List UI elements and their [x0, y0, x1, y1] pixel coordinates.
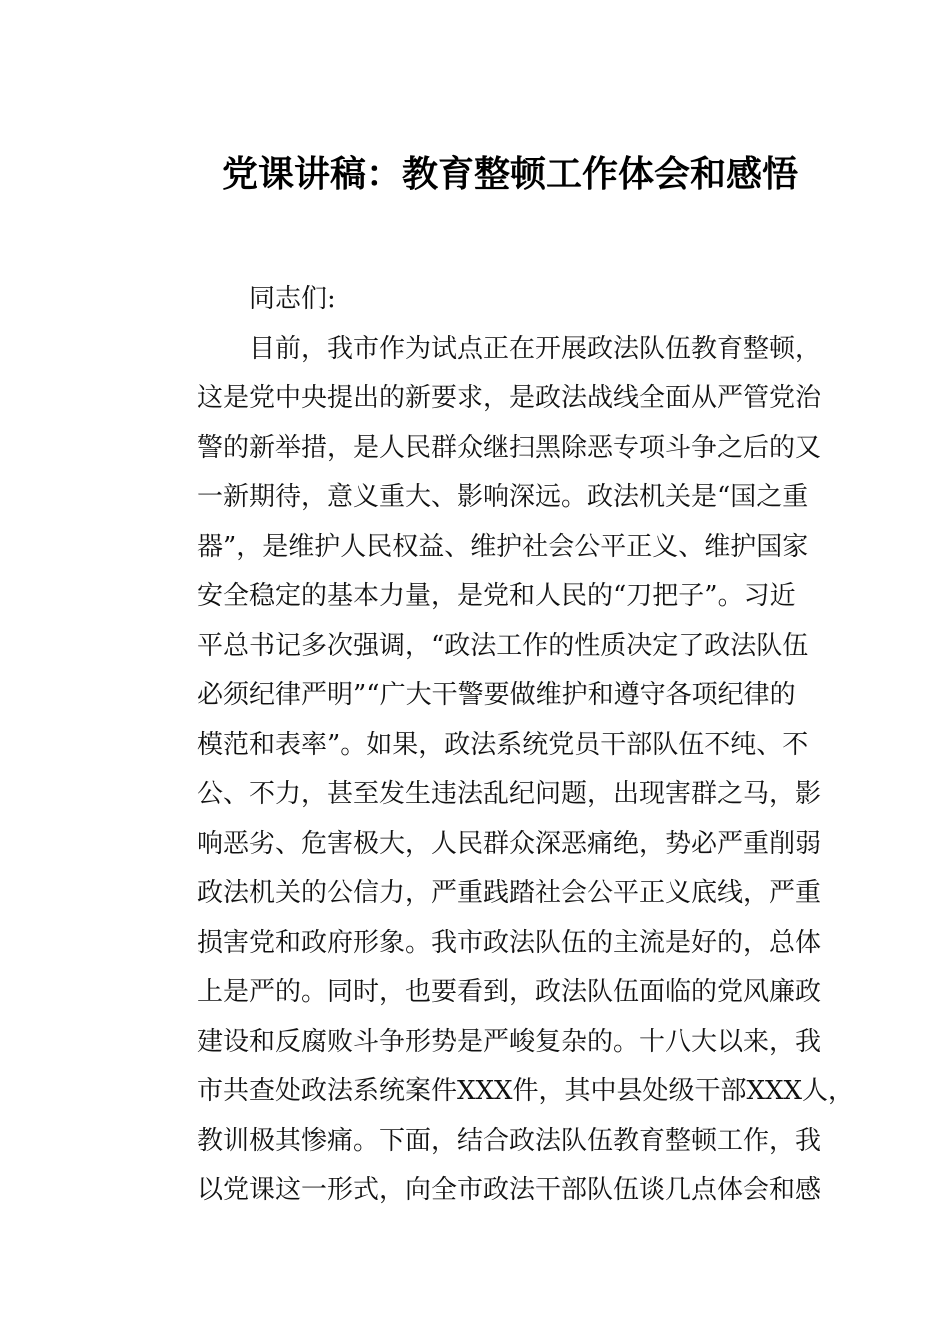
body-line: 损害党和政府形象。我市政法队伍的主流是好的，总体 [197, 927, 822, 958]
body-line: 响恶劣、危害极大，人民群众深恶痛绝，势必严重削弱 [197, 828, 822, 859]
body-line: 建设和反腐败斗争形势是严峻复杂的。十八大以来，我 [197, 1026, 822, 1057]
body-line: 市共查处政法系统案件XXX件，其中县处级干部XXX人， [197, 1076, 855, 1106]
body-line: 公、不力，甚至发生违法乱纪问题，出现害群之马，影 [197, 779, 822, 809]
document-title: 党课讲稿：教育整顿工作体会和感悟 [221, 153, 798, 195]
body-line: 政法机关的公信力，严重践踏社会公平正义底线，严重 [197, 878, 822, 908]
body-line: 平总书记多次强调，“政法工作的性质决定了政法队伍 [197, 630, 809, 661]
body-line: 必须纪律严明”“广大干警要做维护和遵守各项纪律的 [197, 680, 796, 710]
body-line: 一新期待，意义重大、影响深远。政法机关是“国之重 [197, 482, 809, 512]
body-line: 警的新举措，是人民群众继扫黑除恶专项斗争之后的又 [197, 432, 822, 463]
salutation: 同志们: [249, 284, 336, 314]
body-line: 上是严的。同时，也要看到，政法队伍面临的党风廉政 [197, 977, 822, 1007]
body-line: 目前，我市作为试点正在开展政法队伍教育整顿， [249, 333, 822, 364]
body-line: 教训极其惨痛。下面，结合政法队伍教育整顿工作，我 [197, 1125, 822, 1156]
body-line: 器”，是维护人民权益、维护社会公平正义、维护国家 [197, 531, 809, 562]
body-line: 这是党中央提出的新要求，是政法战线全面从严管党治 [197, 383, 822, 413]
body-line: 安全稳定的基本力量，是党和人民的“刀把子”。习近 [197, 581, 796, 611]
body-line: 以党课这一形式，向全市政法干部队伍谈几点体会和感 [197, 1175, 822, 1205]
body-line: 模范和表率”。如果，政法系统党员干部队伍不纯、不 [197, 729, 809, 760]
document-body [197, 275, 855, 1216]
